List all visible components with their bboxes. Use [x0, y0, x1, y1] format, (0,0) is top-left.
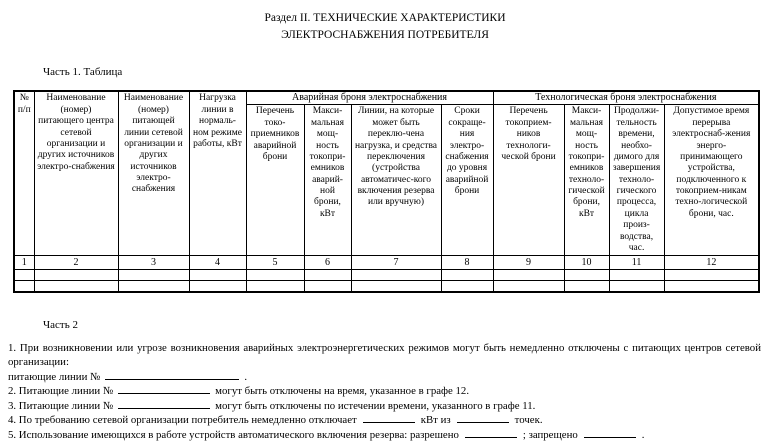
part2-item-5: [8, 428, 761, 443]
empty-cell: [34, 270, 118, 281]
empty-cell: [118, 281, 189, 293]
empty-cell: [246, 270, 304, 281]
empty-cell: [304, 270, 351, 281]
part2-item-4-seg3: точек.: [514, 414, 543, 427]
empty-cell: [351, 281, 441, 293]
part2-item-5-seg1: 5. Использование имеющихся в работе устройств автоматического включения резерва: разрешено: [8, 428, 459, 441]
group-header-technological: Технологическая броня электроснабжения: [493, 91, 759, 105]
col-header-7: Линии, на которые может быть переклю-чена нагрузка, и средства переключения (устройства автоматичес-кого включения резерва или вручную): [351, 105, 441, 256]
document-title-line1: Раздел II. ТЕХНИЧЕСКИЕ ХАРАКТЕРИСТИКИ: [264, 12, 506, 24]
empty-cell: [493, 270, 564, 281]
empty-cell: [664, 281, 759, 293]
part2-item-3-prefix: 3. Питающие линии №: [8, 399, 114, 412]
col-header-6: Макси-мальная мощ-ность токопри-емников аварий-ной брони, кВт: [304, 105, 351, 256]
part1-table: [13, 90, 760, 293]
empty-cell: [441, 281, 493, 293]
col-header-1: № п/п: [14, 91, 34, 256]
blank-line: [118, 399, 210, 409]
empty-cell: [564, 281, 609, 293]
table-number-row: [14, 256, 759, 270]
col-num-9: 9: [493, 256, 564, 270]
empty-cell: [564, 270, 609, 281]
empty-cell: [189, 270, 246, 281]
document-title: [7, 10, 763, 43]
col-header-9: Перечень токоприем-ников технологи-ческой брони: [493, 105, 564, 256]
part2-item-2: [8, 384, 761, 399]
col-header-8: Сроки сокраще-ния электро-снабжения до уровня аварийной брони: [441, 105, 493, 256]
empty-cell: [609, 281, 664, 293]
col-header-12: Допустимое время перерыва электроснаб-жения энерго-принимающего устройства, подключенного к токоприем-никам техно-логической брони, час.: [664, 105, 759, 256]
empty-cell: [246, 281, 304, 293]
blank-line: [105, 370, 239, 380]
part2-item-4-seg2: кВт из: [420, 414, 451, 427]
col-header-5: Перечень токо-приемников аварийной брони: [246, 105, 304, 256]
table-group-header-row: [14, 91, 759, 105]
part2-item-5-seg3: .: [641, 428, 645, 441]
empty-cell: [493, 281, 564, 293]
col-num-10: 10: [564, 256, 609, 270]
col-num-11: 11: [609, 256, 664, 270]
document-title-line2: ЭЛЕКТРОСНАБЖЕНИЯ ПОТРЕБИТЕЛЯ: [281, 28, 489, 41]
part2-item-2-prefix: 2. Питающие линии №: [8, 385, 114, 398]
col-header-4: Нагрузка линии в нормаль-ном режиме работы, кВт: [189, 91, 246, 256]
part2-item-5-seg2: ; запрещено: [522, 428, 578, 441]
table-empty-row: [14, 281, 759, 293]
part2-item-1-lines-suffix: .: [244, 370, 248, 383]
part2-item-3-suffix: могут быть отключены по истечении времени, указанного в графе 11.: [215, 399, 536, 412]
col-header-3: Наименование (номер) питающей линии сетевой организации и других источников электро-снабжения: [118, 91, 189, 256]
empty-cell: [351, 270, 441, 281]
part2-item-1: 1. При возникновении или угрозе возникновения аварийных электроэнергетических режимов могут быть немедленно отключены с питающих центров сетевой организации:: [8, 342, 761, 369]
empty-cell: [441, 270, 493, 281]
col-num-5: 5: [246, 256, 304, 270]
part2-item-3: [8, 399, 761, 414]
col-num-12: 12: [664, 256, 759, 270]
col-num-3: 3: [118, 256, 189, 270]
group-header-emergency: Аварийная броня электроснабжения: [246, 91, 493, 105]
part2-item-4: [8, 413, 761, 428]
col-num-1: 1: [14, 256, 34, 270]
empty-cell: [664, 270, 759, 281]
table-empty-row: [14, 270, 759, 281]
part2-item-1-lines: [8, 370, 761, 385]
empty-cell: [14, 281, 34, 293]
col-header-2: Наименование (номер) питающего центра сетевой организации и других источников электро-снабжения: [34, 91, 118, 256]
empty-cell: [304, 281, 351, 293]
col-num-6: 6: [304, 256, 351, 270]
col-header-10: Макси-мальная мощ-ность токопри-емников техноло-гической брони, кВт: [564, 105, 609, 256]
col-num-8: 8: [441, 256, 493, 270]
empty-cell: [14, 270, 34, 281]
empty-cell: [609, 270, 664, 281]
blank-line: [118, 384, 210, 394]
part2-item-4-seg1: 4. По требованию сетевой организации потребитель немедленно отключает: [8, 414, 357, 427]
part2-body: [8, 342, 761, 442]
part1-heading: Часть 1. Таблица: [43, 66, 123, 79]
blank-line: [465, 428, 517, 438]
part2-heading: Часть 2: [43, 319, 78, 332]
col-num-7: 7: [351, 256, 441, 270]
blank-line: [363, 413, 415, 423]
part2-item-1-lines-prefix: питающие линии №: [8, 370, 101, 383]
blank-line: [457, 413, 509, 423]
col-num-2: 2: [34, 256, 118, 270]
empty-cell: [34, 281, 118, 293]
empty-cell: [189, 281, 246, 293]
empty-cell: [118, 270, 189, 281]
blank-line: [584, 428, 636, 438]
col-header-11: Продолжи-тельность времени, необхо-димого для завершения техноло-гического процесса, цикла произ-водства, час.: [609, 105, 664, 256]
col-num-4: 4: [189, 256, 246, 270]
part2-item-2-suffix: могут быть отключены на время, указанное в графе 12.: [215, 385, 470, 398]
